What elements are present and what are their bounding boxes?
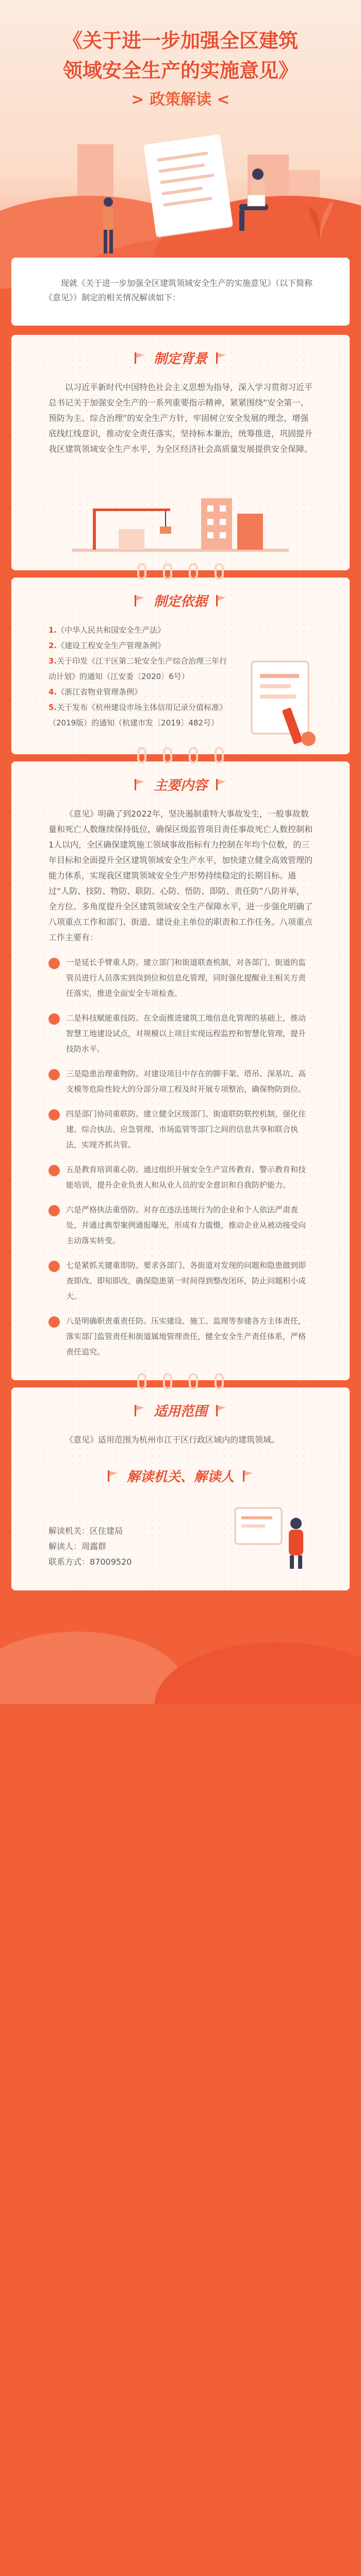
section-title: 主要内容 bbox=[153, 778, 207, 793]
list-item: 二是科技赋能重技防。在全面推进建筑工地信息化管理的基础上，推动智慧工地建设试点，对规模以上项目实现远程监控和智慧化管理，提升技防水平。 bbox=[48, 1010, 313, 1057]
contact-person: 解读人：周露群 bbox=[48, 1541, 107, 1551]
bullet-icon bbox=[48, 1261, 60, 1272]
document-illustration bbox=[143, 134, 233, 236]
bullet-icon bbox=[48, 1205, 60, 1216]
intro-text: 现就《关于进一步加强全区建筑领域安全生产的实施意见》（以下简称《意见》）制定的相关情况解读如下： bbox=[44, 278, 313, 302]
binder-rings bbox=[0, 747, 361, 761]
title-line-1: 《关于进一步加强全区建筑 bbox=[62, 29, 298, 52]
section-title: 适用范围 bbox=[153, 1404, 207, 1419]
page-title bbox=[0, 26, 361, 86]
construction-illustration bbox=[72, 478, 289, 555]
plant-icon bbox=[304, 191, 335, 247]
list-item: 四是部门协同重联防。建立健全区级部门、街道联防联控机制，强化住建、综合执法、应急管理、市场监管等部门之间的信息共享和联合执法，实现齐抓共管。 bbox=[48, 1106, 313, 1153]
list-item: 七是紧抓关键重即防。要求各部门、各街道对发现的问题和隐患做到即查即改、即知即改，确保隐患第一时间得到整改闭环，防止问题积小成大。 bbox=[48, 1258, 313, 1304]
basis-card bbox=[11, 578, 350, 754]
section-header bbox=[11, 761, 350, 794]
header-banner bbox=[0, 0, 361, 289]
content-lead: 《意见》明确了到2022年，坚决遏制重特大事故发生，一般事故数量和死亡人数继续保持低位，确保区级监管项目责任事故死亡人数控制和1人以内，全区确保建筑施工领域事故指标有力控制在年均个位数，的三年目标和全面提升全区建筑领域安全生产水平，加快建立健全高效管理的能力体系，实现我区建筑领域安全生产形势持续稳定的长期目标。通过“人防、技防、物防、联防、心防、悟防、即防、责任防”八防并举，全方位、多角度提升全区建筑领域安全生产保障水平，进一步强化明确了八项重点工作和部门、街道、建设业主单位的职责和工作任务。八项重点工作主要有： bbox=[48, 809, 313, 942]
list-item: 五是教育培训重心防。通过组织开展安全生产宣传教育、警示教育和技能培训，提升企业负责人和从业人员的安全意识和自我防护能力。 bbox=[48, 1162, 313, 1193]
bullet-icon bbox=[48, 1165, 60, 1176]
flag-icon bbox=[215, 351, 228, 365]
section-title: 解读机关、解读人 bbox=[126, 1469, 234, 1485]
contact-info bbox=[48, 1523, 230, 1570]
list-item: 3.关于印发《江干区第二轮安全生产综合治理三年行动计划》的通知（江安委〔2020〕6号） bbox=[48, 656, 227, 681]
list-item: 4.《浙江省物业管理条例》 bbox=[48, 687, 142, 697]
contact-phone: 联系方式：87009520 bbox=[48, 1557, 132, 1567]
person-sitting-illustration bbox=[232, 165, 278, 237]
intro-card bbox=[11, 258, 350, 326]
list-item: 5.关于发布《杭州建设市场主体信用记录分值标准》（2019版）的通知（杭建市发〔2019〕482号） bbox=[48, 703, 227, 727]
background-text: 以习近平新时代中国特色社会主义思想为指导，深入学习贯彻习近平总书记关于加强安全生产的一系列重要指示精神，紧紧围绕“安全第一、预防为主、综合治理”的安全生产方针，牢固树立安全发展的理念，增强底线红线意识，推动安全责任落实，坚持标本兼治，统筹推进，巩固提升我区建筑领域安全生产水平，为全区经济社会高质量发展提供安全保障。 bbox=[48, 382, 313, 454]
bullet-icon bbox=[48, 958, 60, 969]
list-item: 三是隐患治理重物防。对建设项目中存在的脚手架、塔吊、深基坑、高支模等危险性较大的分部分项工程及时开展专项整治，确保物防到位。 bbox=[48, 1066, 313, 1097]
flag-icon bbox=[215, 1404, 228, 1417]
flag-icon bbox=[133, 1404, 146, 1417]
flag-icon bbox=[133, 351, 146, 365]
bullet-icon bbox=[48, 1069, 60, 1080]
content-card bbox=[11, 761, 350, 1380]
list-item: 六是严格执法重悟防。对存在违法违规行为的企业和个人依法严肃查处，并通过典型案例通报曝光，形成有力震慑，推动企业从被动接受向主动落实转变。 bbox=[48, 1202, 313, 1248]
section-header bbox=[11, 1453, 350, 1485]
scope-card bbox=[11, 1387, 350, 1590]
binder-rings bbox=[0, 563, 361, 578]
flag-icon bbox=[133, 778, 146, 791]
contact-org: 解读机关：区住建局 bbox=[48, 1526, 123, 1536]
list-item: 八是明确职责重责任防。压实建设、施工、监理等参建各方主体责任，落实部门监管责任和街道属地管理责任，健全安全生产责任体系，严格责任追究。 bbox=[48, 1313, 313, 1360]
title-line-2: 领域安全生产的实施意见》 bbox=[62, 59, 298, 82]
basis-list bbox=[11, 610, 241, 754]
flag-icon bbox=[106, 1469, 120, 1483]
list-item: 一是延长手臂重人防。建立部门和街道联查机制，对各部门、街道的监管员进行人员落实到岗到位和信息化管理，同时强化提醒业主相关方责任落实，推进全面安全专项检查。 bbox=[48, 955, 313, 1001]
section-header bbox=[11, 578, 350, 610]
flag-icon bbox=[133, 594, 146, 607]
page-subtitle: > 政策解读 < bbox=[131, 91, 230, 109]
person-standing-illustration bbox=[98, 196, 119, 258]
section-title: 制定依据 bbox=[153, 594, 207, 609]
section-title: 制定背景 bbox=[153, 351, 207, 367]
list-item: 1.《中华人民共和国安全生产法》 bbox=[48, 625, 166, 635]
footer-decoration bbox=[0, 1590, 361, 1704]
background-card bbox=[11, 335, 350, 570]
scope-text: 《意见》适用范围为杭州市江干区行政区域内的建筑领域。 bbox=[65, 1435, 280, 1445]
bullet-icon bbox=[48, 1013, 60, 1025]
section-header bbox=[11, 1387, 350, 1420]
bullet-icon bbox=[48, 1316, 60, 1328]
speaker-illustration bbox=[230, 1498, 313, 1570]
section-header bbox=[11, 335, 350, 367]
books-illustration bbox=[241, 651, 329, 754]
flag-icon bbox=[241, 1469, 255, 1483]
flag-icon bbox=[215, 778, 228, 791]
binder-rings bbox=[0, 1373, 361, 1387]
bullet-icon bbox=[48, 1109, 60, 1121]
list-item: 2.《建设工程安全生产管理条例》 bbox=[48, 641, 166, 650]
flag-icon bbox=[215, 594, 228, 607]
